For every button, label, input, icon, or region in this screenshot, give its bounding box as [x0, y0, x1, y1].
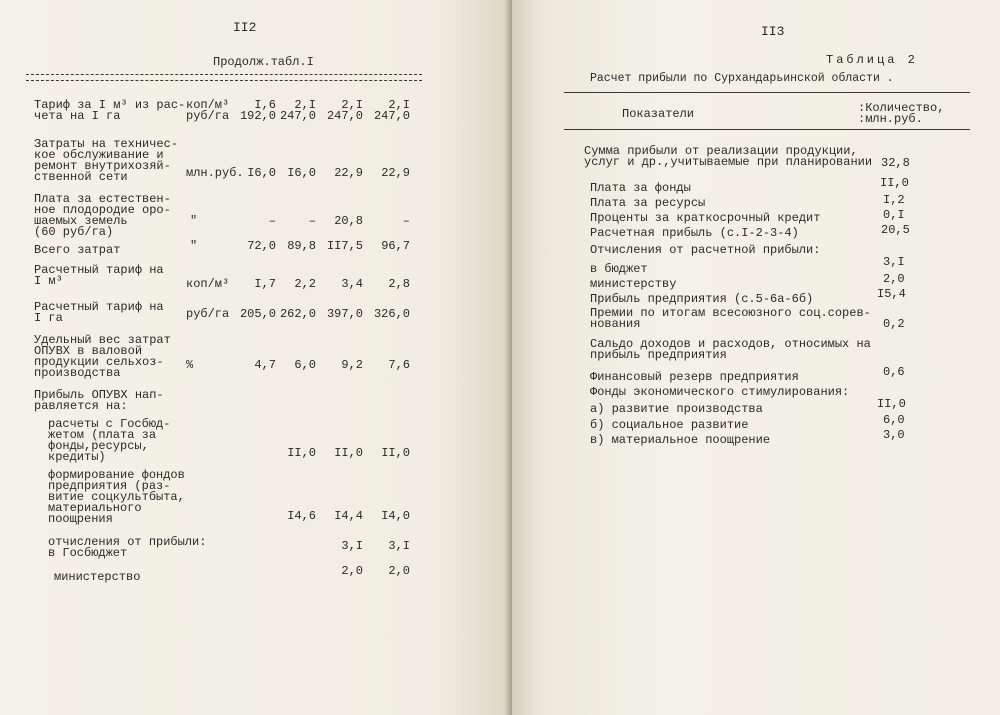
row-value: 2,0	[388, 564, 410, 578]
row-value: II,0	[381, 446, 410, 460]
table-row-label: Отчисления от расчетной прибыли:	[590, 243, 821, 257]
row-value: I6,0	[287, 166, 316, 180]
table-continuation-caption: Продолж.табл.I	[213, 55, 314, 69]
row-value: 3,I	[388, 539, 410, 553]
right-page	[512, 0, 1000, 715]
row-value: I,7	[254, 277, 276, 291]
row-value: 2,2	[294, 277, 316, 291]
row-value: II,0	[334, 446, 363, 460]
table-row-label: Фонды экономического стимулирования:	[590, 385, 850, 399]
row-value: 2,I 247,0	[373, 98, 410, 123]
row-value: –	[268, 214, 276, 228]
row-label: Всего затрат	[34, 243, 121, 257]
table-row-label: Расчетная прибыль (с.I-2-3-4)	[590, 226, 799, 240]
table-row-value: 0,6	[883, 365, 905, 379]
row-value: I6,0	[247, 166, 276, 180]
row-unit: %	[186, 358, 194, 372]
row-label: расчеты с Госбюд- жетом (плата за фонды,ресурсы, кредиты)	[48, 417, 171, 464]
table-row-label: Финансовый резерв предприятия	[590, 370, 799, 384]
row-value: 72,0	[247, 239, 276, 253]
table-row-label: Плата за ресурсы	[590, 196, 706, 210]
row-unit: млн.руб.	[186, 166, 244, 180]
divider	[26, 80, 422, 81]
table-row-value: 6,0	[883, 413, 905, 427]
table-row-value: 0,2	[883, 317, 905, 331]
table-row-label: Прибыль предприятия (с.5-6а-6б)	[590, 292, 814, 306]
table-row-value: I5,4	[877, 287, 906, 301]
row-value: 89,8	[287, 239, 316, 253]
row-label: Тариф за I м³ из рас- чета на I га	[34, 98, 186, 123]
row-value: –	[308, 214, 316, 228]
table-row-label: Сальдо доходов и расходов, относимых на прибыль предприятия	[590, 337, 871, 362]
row-label: Прибыль ОПУВХ нап- равляется на:	[34, 388, 164, 413]
row-value: 6,0	[294, 358, 316, 372]
row-label: Затраты на техничес- кое обслуживание и ремонт внутрихозяй- ственной сети	[34, 137, 179, 184]
row-value: –	[402, 214, 410, 228]
table-row-value: 2,0	[883, 272, 905, 286]
row-unit: коп/м³	[186, 277, 230, 291]
row-label: формирование фондов предприятия (раз- витие соцкультбыта, материального поощрения	[48, 468, 185, 526]
column-header-indicators: Показатели	[622, 107, 695, 121]
row-label: Удельный вес затрат ОПУВХ в валовой продукции сельхоз- производства	[34, 333, 171, 380]
table-row-value: 3,0	[883, 428, 905, 442]
column-header-quantity: :Количество, :млн.руб.	[858, 101, 945, 126]
table-row-label: б) социальное развитие	[590, 418, 749, 432]
row-label: Расчетный тариф на I га	[34, 300, 164, 325]
row-value: 3,I	[341, 539, 363, 553]
row-value: 3,4	[341, 277, 363, 291]
row-value: 22,9	[334, 166, 363, 180]
table-row-label: Премии по итогам всесоюзного соц.сорев- нования	[590, 306, 871, 331]
row-value: 262,0	[279, 307, 316, 321]
table-title: Расчет прибыли по Сурхандарьинской области .	[590, 72, 894, 85]
row-label: Расчетный тариф на I м³	[34, 263, 164, 288]
table-row-label: в) материальное поощрение	[590, 433, 771, 447]
row-value: 9,2	[341, 358, 363, 372]
row-value: 20,8	[334, 214, 363, 228]
row-label: отчисления от прибыли: в Госбюджет	[48, 535, 207, 560]
table-row-label: Сумма прибыли от реализации продукции, услуг и др.,учитываемые при планировании	[584, 144, 873, 169]
table-label: Таблица 2	[826, 53, 918, 67]
row-value: I4,4	[334, 509, 363, 523]
table-row-value: 3,I	[883, 255, 905, 269]
row-unit: коп/м³ руб/га	[186, 98, 230, 123]
row-value: I4,0	[381, 509, 410, 523]
row-value: 2,0	[341, 564, 363, 578]
page-number: II2	[233, 20, 257, 35]
row-value: II,0	[287, 446, 316, 460]
table-row-label: Проценты за краткосрочный кредит	[590, 211, 821, 225]
row-value: 326,0	[373, 307, 410, 321]
table-row-label: в бюджет	[590, 262, 648, 276]
table-row-label: министерству	[590, 277, 677, 291]
row-label: Плата за естествен- ное плодородие оро- шаемых земель (60 руб/га)	[34, 192, 171, 239]
table-row-value: II,0	[880, 176, 909, 190]
row-value: 2,8	[388, 277, 410, 291]
table-row-label: а) развитие производства	[590, 402, 763, 416]
table-row-value: 0,I	[883, 208, 905, 222]
row-unit: руб/га	[186, 307, 230, 321]
row-unit: "	[190, 239, 198, 253]
row-value: II7,5	[326, 239, 363, 253]
table-rule-top	[564, 92, 970, 93]
divider	[26, 74, 422, 75]
page-number: II3	[761, 24, 785, 39]
row-value: 22,9	[381, 166, 410, 180]
row-value: 7,6	[388, 358, 410, 372]
row-value: 2,I 247,0	[326, 98, 363, 123]
table-row-value: 32,8	[881, 156, 910, 170]
row-value: 205,0	[239, 307, 276, 321]
table-rule-header	[564, 129, 970, 130]
table-row-value: I,2	[883, 193, 905, 207]
table-row-value: 20,5	[881, 223, 910, 237]
row-value: 4,7	[254, 358, 276, 372]
row-value: I,6 192,0	[239, 98, 276, 123]
row-value: 96,7	[381, 239, 410, 253]
row-unit: "	[190, 214, 198, 228]
row-label: министерство	[54, 570, 141, 584]
row-value: 2,I 247,0	[279, 98, 316, 123]
table-row-value: II,0	[877, 397, 906, 411]
row-value: 397,0	[326, 307, 363, 321]
row-value: I4,6	[287, 509, 316, 523]
table-row-label: Плата за фонды	[590, 181, 691, 195]
